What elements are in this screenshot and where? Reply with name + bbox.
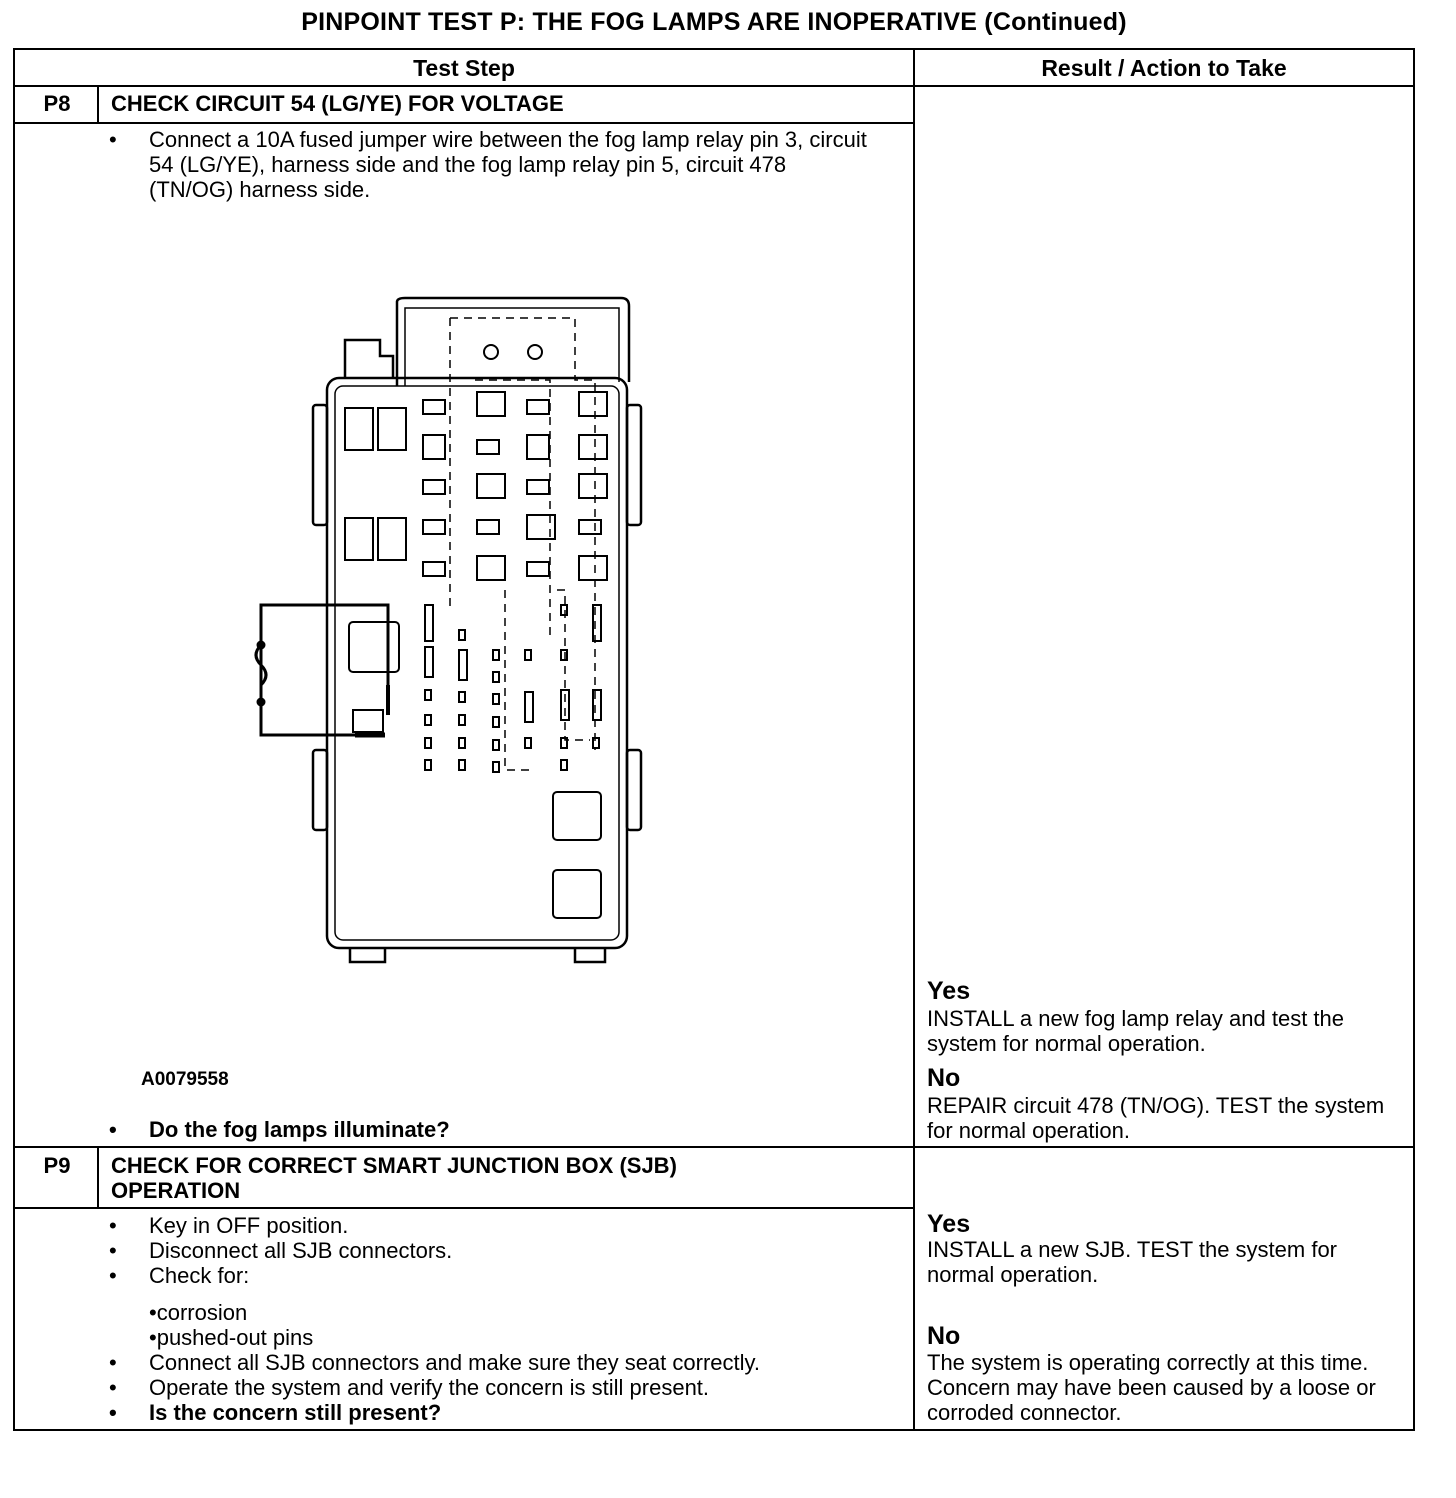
p8-bullet: • Connect a 10A fused jumper wire between the fog lamp relay pin 3, circuit 54 (LG/YE), harness side and the fog lamp relay pin 5, circuit 478 (TN/OG) harness side. — [109, 127, 869, 202]
mounting-hole-icon — [484, 345, 498, 359]
p9-check-items — [149, 1300, 313, 1350]
p9-instructions-2 — [109, 1350, 899, 1425]
mounting-hole-icon — [528, 345, 542, 359]
p8-title-divider — [15, 122, 913, 124]
fused-jumper-wire — [256, 605, 388, 735]
p9-step-id: P9 — [43, 1153, 71, 1178]
p9-step-title: CHECK FOR CORRECT SMART JUNCTION BOX (SJB) OPERATION — [111, 1153, 677, 1203]
p9-bullet: • Disconnect all SJB connectors. — [109, 1238, 899, 1263]
p9-sub-item: • corrosion — [149, 1300, 313, 1325]
p8-yes-label: Yes — [927, 977, 971, 1005]
p9-bullet: • Connect all SJB connectors and make sure they seat correctly. — [109, 1350, 899, 1375]
p8-yes-text: INSTALL a new fog lamp relay and test the system for normal operation. — [927, 1006, 1345, 1056]
p9-bullet: • Check for: — [109, 1263, 899, 1288]
sjb-fuse-box-diagram — [245, 290, 665, 970]
p9-question: • Is the concern still present? — [109, 1400, 899, 1425]
p8-no-text: REPAIR circuit 478 (TN/OG). TEST the system for normal operation. — [927, 1093, 1385, 1143]
header-test-step: Test Step — [413, 55, 515, 81]
p9-yes-text: INSTALL a new SJB. TEST the system for normal operation. — [927, 1237, 1338, 1287]
p9-title-divider — [15, 1207, 913, 1209]
p8-step-title: CHECK CIRCUIT 54 (LG/YE) FOR VOLTAGE — [111, 91, 564, 116]
p8-step-id: P8 — [43, 91, 71, 116]
p8-question-list — [109, 1117, 869, 1142]
row-divider — [15, 1146, 1413, 1148]
p9-sub-item: • pushed-out pins — [149, 1325, 313, 1350]
p9-bullet: • Operate the system and verify the concern is still present. — [109, 1375, 899, 1400]
p8-no-label: No — [927, 1064, 961, 1092]
p8-instructions — [109, 127, 869, 202]
p9-yes-label: Yes — [927, 1210, 971, 1238]
p9-no-text: The system is operating correctly at this time. Concern may have been caused by a loose or corroded connector. — [927, 1350, 1376, 1425]
p8-question: • Do the fog lamps illuminate? — [109, 1117, 869, 1142]
p9-bullet: • Key in OFF position. — [109, 1213, 899, 1238]
p9-instructions — [109, 1213, 899, 1288]
header-result: Result / Action to Take — [1041, 55, 1287, 81]
mini-fuse-columns — [425, 605, 601, 772]
page-title: PINPOINT TEST P: THE FOG LAMPS ARE INOPERATIVE (Continued) — [301, 8, 1127, 36]
pinpoint-test-table — [13, 48, 1415, 1431]
figure-id: A0079558 — [141, 1069, 229, 1090]
column-divider — [913, 50, 915, 1429]
p9-no-label: No — [927, 1322, 961, 1350]
